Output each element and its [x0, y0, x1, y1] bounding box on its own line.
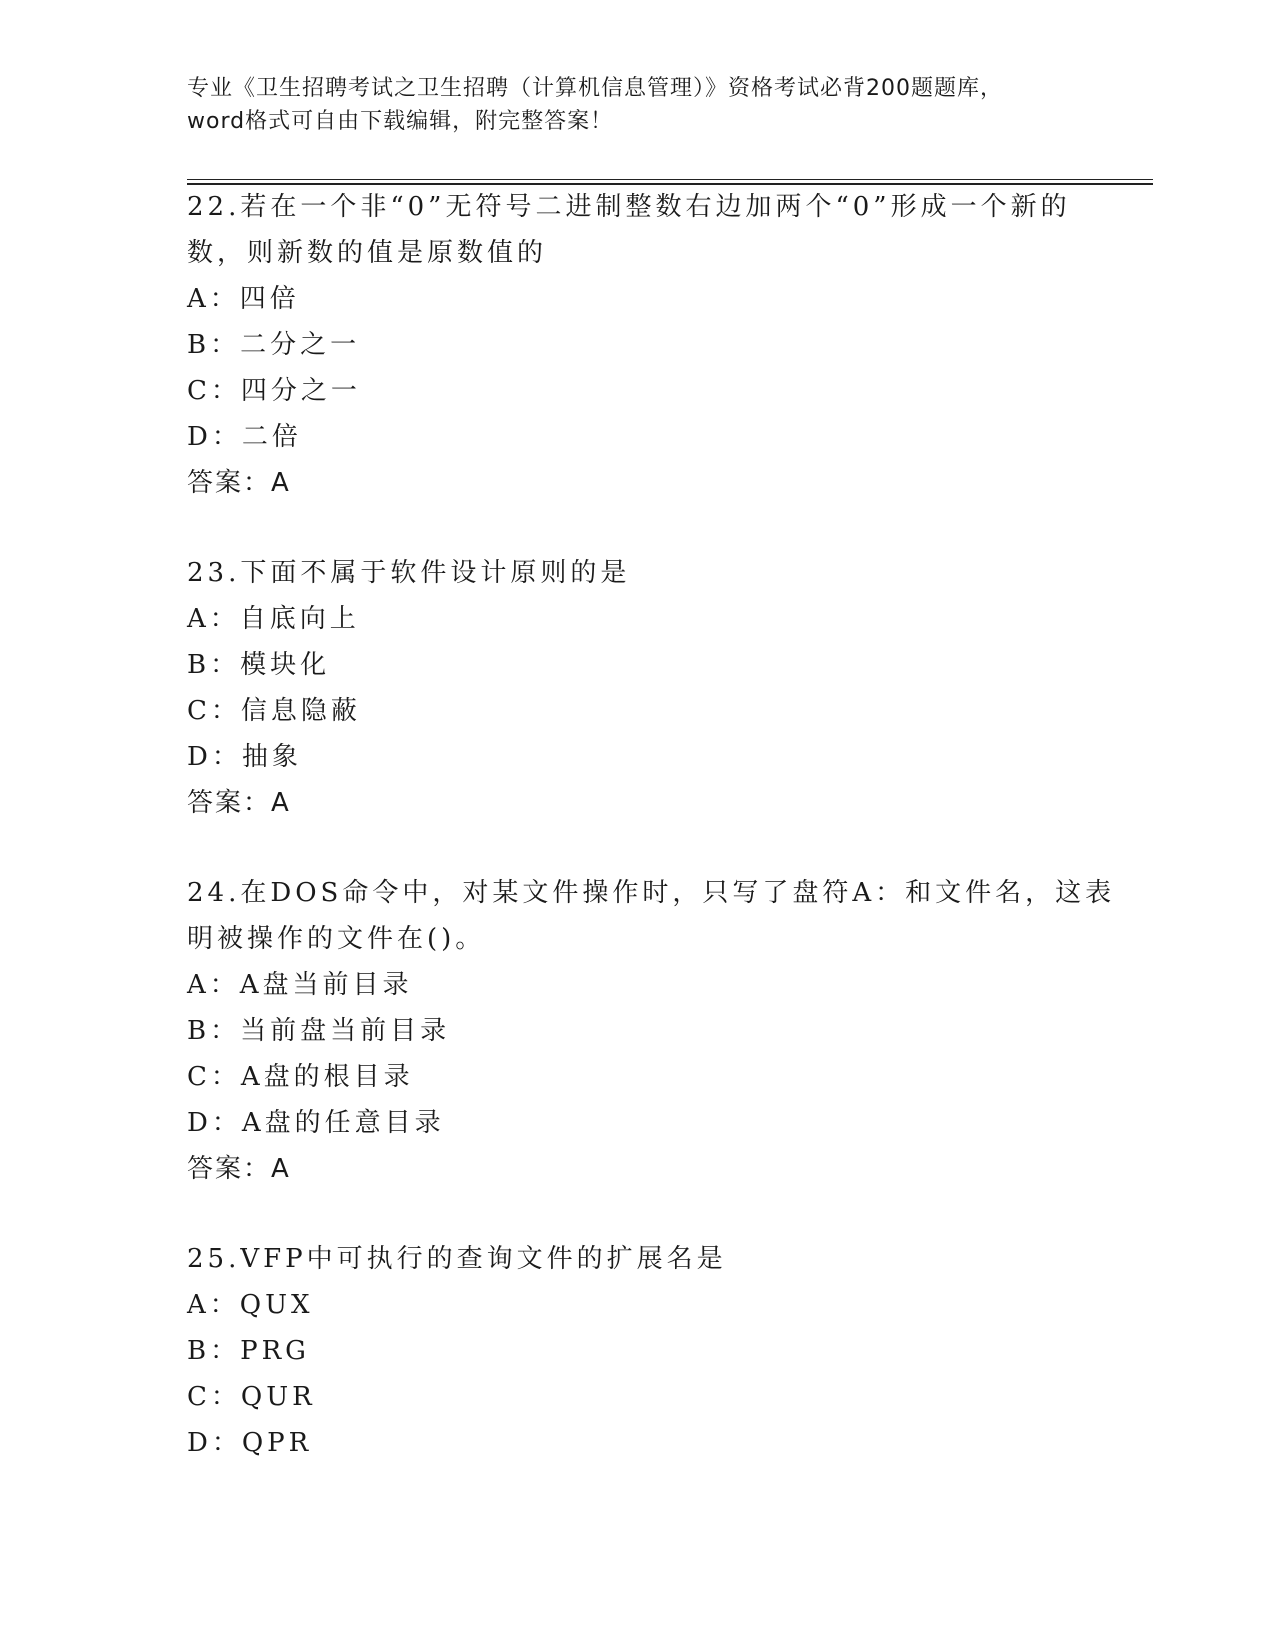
option-c: C：四分之一 [187, 376, 361, 406]
option-b: B：当前盘当前目录 [187, 1016, 451, 1046]
header-divider-thin [187, 179, 1153, 180]
option-b: B：PRG [187, 1336, 310, 1366]
option-c: C：信息隐蔽 [187, 696, 361, 726]
question-stem: 25.VFP中可执行的查询文件的扩展名是 [187, 1244, 727, 1274]
option-d: D：QPR [187, 1428, 313, 1458]
option-a: A：自底向上 [187, 604, 360, 634]
option-d: D：二倍 [187, 422, 302, 452]
option-a: A：A盘当前目录 [187, 970, 413, 1000]
option-a: A：QUX [187, 1290, 314, 1320]
answer-text: 答案：A [187, 788, 291, 818]
question-stem: 明被操作的文件在()。 [187, 924, 486, 954]
header-line-1: 专业《卫生招聘考试之卫生招聘（计算机信息管理）》资格考试必背200题题库， [187, 76, 1003, 101]
document-header [187, 72, 1067, 138]
option-b: B：模块化 [187, 650, 331, 680]
question-25 [187, 1242, 1087, 1472]
question-23 [187, 556, 1087, 832]
answer-text: 答案：A [187, 468, 291, 498]
answer-text: 答案：A [187, 1154, 291, 1184]
question-stem: 22.若在一个非“0”无符号二进制整数右边加两个“0”形成一个新的 [187, 192, 1071, 222]
question-22 [187, 190, 1087, 512]
question-24 [187, 876, 1116, 1198]
question-list [187, 190, 1116, 1472]
option-b: B：二分之一 [187, 330, 361, 360]
header-divider-thick [187, 183, 1153, 185]
option-c: C：QUR [187, 1382, 316, 1412]
option-d: D：A盘的任意目录 [187, 1108, 445, 1138]
question-stem: 数，则新数的值是原数值的 [187, 238, 548, 268]
option-c: C：A盘的根目录 [187, 1062, 414, 1092]
question-stem: 23.下面不属于软件设计原则的是 [187, 558, 631, 588]
question-stem: 24.在DOS命令中，对某文件操作时，只写了盘符A：和文件名，这表 [187, 878, 1116, 908]
option-a: A：四倍 [187, 284, 300, 314]
header-line-2: word格式可自由下载编辑，附完整答案！ [187, 109, 614, 134]
option-d: D：抽象 [187, 742, 302, 772]
